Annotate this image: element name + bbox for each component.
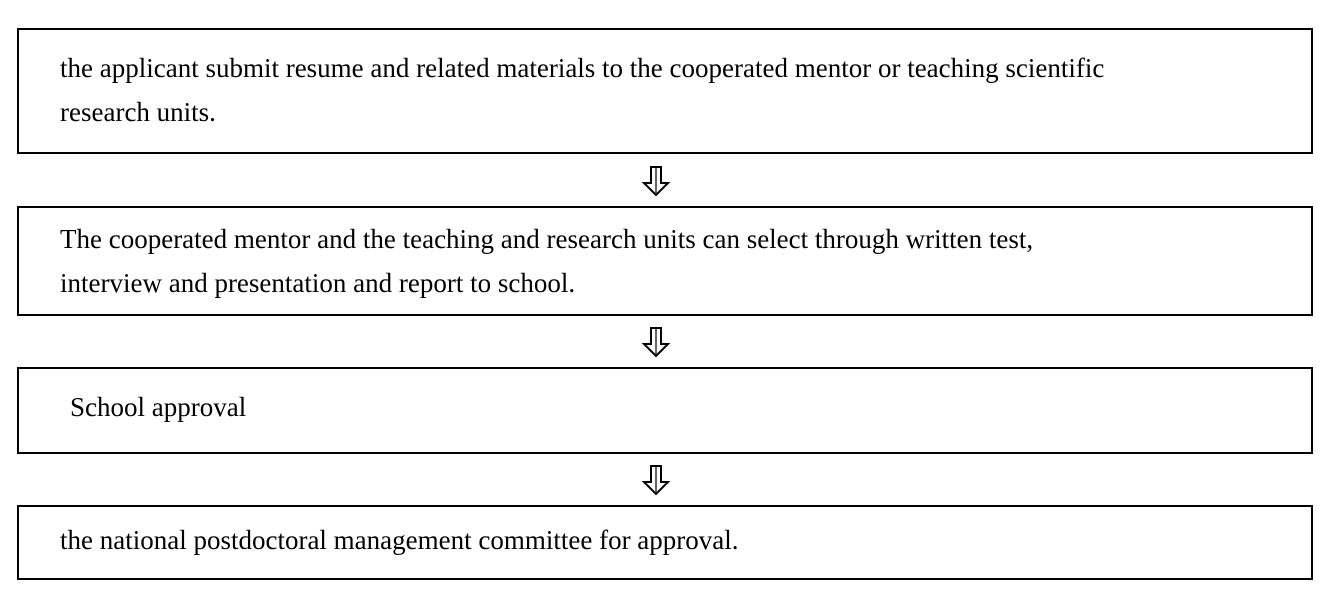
flow-step-2-line-1: The cooperated mentor and the teaching and research units can select through written test, [60,224,1034,254]
flow-step-1-box [17,28,1313,154]
down-arrow-icon [641,165,671,197]
flow-step-4-line-1: the national postdoctoral management committee for approval. [60,525,739,555]
flow-step-1-text [60,46,1291,134]
flow-step-1-line-2: research units. [60,97,216,127]
flow-step-3-box [17,367,1313,454]
flow-step-3-line-1: School approval [70,392,247,422]
down-arrow-icon [641,326,671,358]
flow-step-2-text [60,217,1291,305]
flow-step-1-line-1: the applicant submit resume and related materials to the cooperated mentor or teaching scientific [60,53,1105,83]
flow-step-4-box [17,505,1313,580]
flow-step-4-text [60,518,1291,562]
flow-step-2-box [17,206,1313,316]
flow-step-3-text [70,385,1291,429]
down-arrow-icon [641,464,671,496]
flow-step-2-line-2: interview and presentation and report to school. [60,268,576,298]
